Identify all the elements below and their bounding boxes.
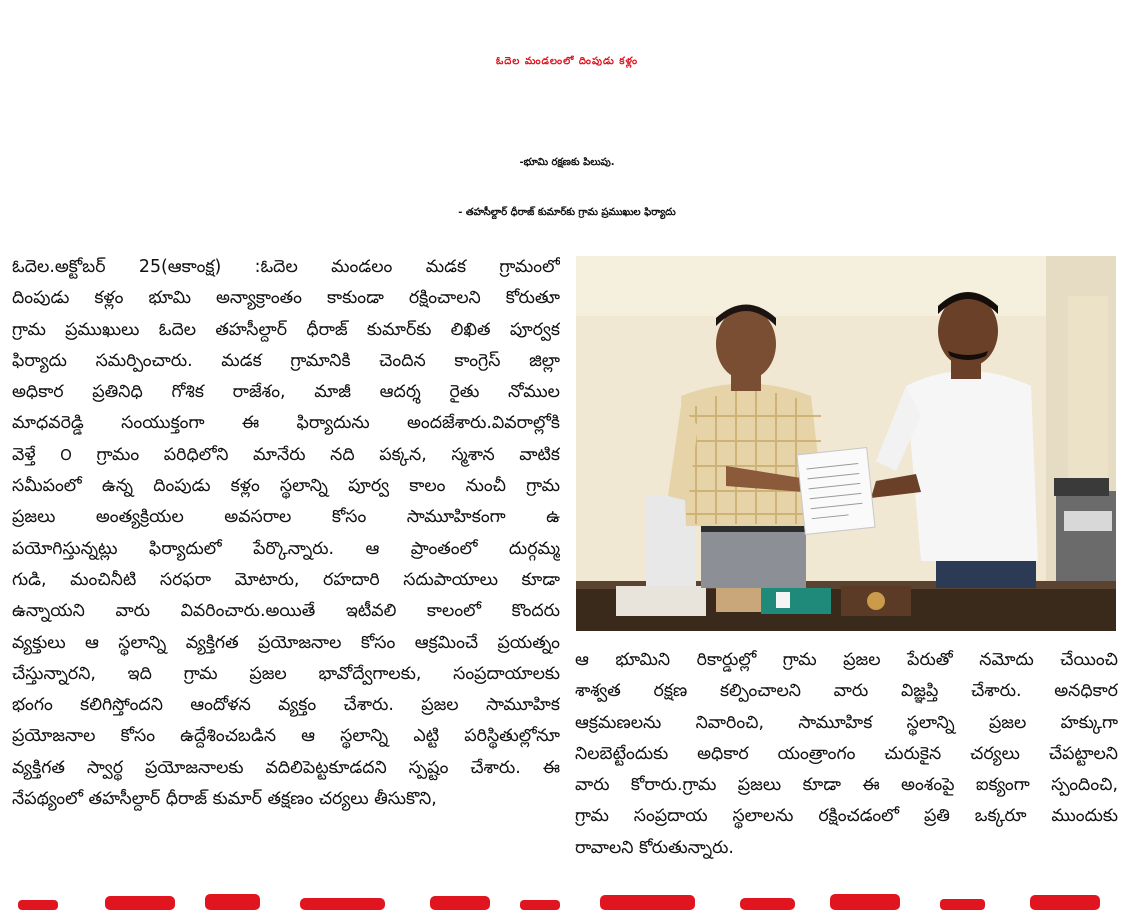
text-line: ఆక్రమణలను నివారించి, సామూహిక స్థలాన్ని ప్రజల హక్కుగా bbox=[575, 712, 1118, 733]
text-line: నిలబెట్టేందుకు అధికార యంత్రాంగం చురుకైన చర్యలు చేపట్టాలని bbox=[575, 743, 1118, 764]
text-line: దింపుడు కళ్లం భూమి అన్యాక్రాంతం కాకుండా రక్షించాలని కోరుతూ bbox=[12, 288, 560, 309]
article-right-column bbox=[575, 645, 1118, 885]
text-line: గుడి, మంచినీటి సరఫరా మోటారు, రహదారి సదుపాయాలు కూడా bbox=[12, 569, 560, 590]
text-line: సమీపంలో ఉన్న దింపుడు కళ్లం స్థలాన్ని పూర్వ కాలం నుంచీ గ్రామ bbox=[12, 476, 560, 497]
cropped-red-text-fragment bbox=[0, 892, 1134, 910]
news-photo bbox=[576, 256, 1116, 631]
text-line: ప్రయోజనాల కోసం ఉద్దేశించబడిన ఆ స్థలాన్ని ఎట్టి పరిస్థితుల్లోనూ bbox=[12, 726, 560, 747]
text-line: గ్రామ ప్రముఖులు ఓదెల తహసీల్దార్ ధీరాజ్ కుమార్‌కు లిఖిత పూర్వక bbox=[12, 319, 560, 340]
next-headline-strip bbox=[0, 892, 1134, 910]
text-line: వారు కోరారు.గ్రామ ప్రజలు కూడా ఈ అంశంపై ఐక్యంగా స్పందించి, bbox=[575, 775, 1118, 796]
text-line: వెళ్తే ౦ గ్రామం పరిధిలోని మానేరు నది పక్కన, స్మశాన వాటిక bbox=[12, 444, 560, 465]
text-line: చేస్తున్నారని, ఇది గ్రామ ప్రజల భావోద్వేగాలకు, సంప్రదాయాలకు bbox=[12, 663, 560, 684]
text-line: భంగం కలిగిస్తోందని ఆందోళన వ్యక్తం చేశారు. ప్రజల సామూహిక bbox=[12, 695, 560, 716]
photo-illustration bbox=[576, 256, 1116, 631]
text-line: పయోగిస్తున్నట్లు ఫిర్యాదులో పేర్కొన్నారు. ఆ ప్రాంతంలో దుర్గమ్మ bbox=[12, 538, 560, 559]
text-line: రావాలని కోరుతున్నారు. bbox=[575, 837, 734, 858]
subheadline-1: -భూమి రక్షణకు పిలుపు. bbox=[519, 157, 615, 168]
text-line: శాశ్వత రక్షణ కల్పించాలని వారు విజ్ఞప్తి చేశారు. అనధికార bbox=[575, 681, 1118, 702]
text-line: ఫిర్యాదు సమర్పించారు. మడక గ్రామానికి చెందిన కాంగ్రెస్ జిల్లా bbox=[12, 350, 560, 371]
text-line: వ్యక్తిగత స్వార్థ ప్రయోజనాలకు వదిలిపెట్టకూడదని స్పష్టం చేశారు. ఈ bbox=[12, 757, 560, 778]
text-line: మాధవరెడ్డి సంయుక్తంగా ఈ ఫిర్యాదును అందజేశారు.వివరాల్లోకి bbox=[12, 413, 560, 434]
text-line: ప్రజలు అంత్యక్రియల అవసరాల కోసం సామూహికంగా ఉ bbox=[12, 507, 560, 528]
article-left-column bbox=[12, 252, 560, 892]
text-line: ఆ భూమిని రికార్డుల్లో గ్రామ ప్రజల పేరుతో నమోదు చేయించి bbox=[575, 650, 1118, 670]
text-line: ఉన్నాయని వారు వివరించారు.అయితే ఇటీవలి కాలంలో కొందరు bbox=[12, 601, 560, 622]
text-line: ఓదెల.అక్టోబర్ 25(ఆకాంక్ష) :ఓదెల మండలం మడక గ్రామంలో bbox=[12, 257, 560, 277]
text-line: నేపథ్యంలో తహసీల్దార్ ధీరాజ్ కుమార్ తక్షణం చర్యలు తీసుకొని, bbox=[12, 789, 437, 810]
text-line: వ్యక్తులు ఆ స్థలాన్ని వ్యక్తిగత ప్రయోజనాల కోసం ఆక్రమించే ప్రయత్నం bbox=[12, 632, 560, 653]
text-line: అధికార ప్రతినిధి గోశిక రాజేశం, మాజీ ఆదర్శ రైతు నోముల bbox=[12, 382, 560, 403]
text-line: గ్రామ సంప్రదాయ స్థలాలను రక్షించడంలో ప్రతి ఒక్కరూ ముందుకు bbox=[575, 806, 1118, 827]
subheadline-2: - తహసీల్దార్ ధీరాజ్ కుమార్‌కు గ్రామ ప్రముఖుల ఫిర్యాదు bbox=[458, 207, 676, 218]
headline: ఓదెల మండలంలో దింపుడు కళ్లం bbox=[495, 56, 639, 67]
